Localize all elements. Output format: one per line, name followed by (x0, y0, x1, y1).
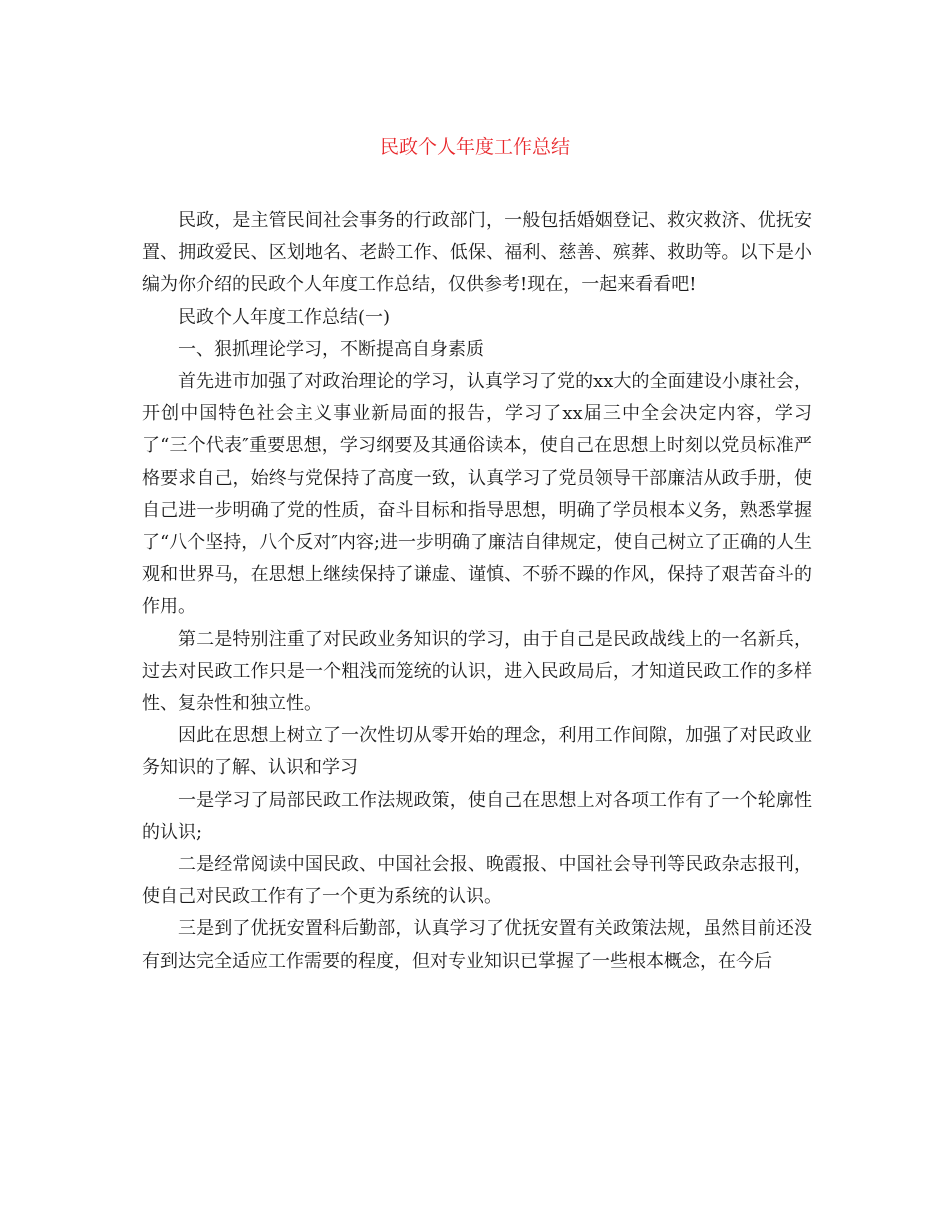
paragraph-point-three: 三是到了优抚安置科后勤部，认真学习了优抚安置有关政策法规，虽然目前还没有到达完全适应工作需要的程度，但对专业知识已掌握了一些根本概念，在今后 (142, 918, 812, 972)
paragraph-business-study: 第二是特别注重了对民政业务知识的学习，由于自己是民政战线上的一名新兵，过去对民政工作只是一个粗浅而笼统的认识，进入民政局后，才知道民政工作的多样性、复杂性和独立性。 (142, 628, 812, 715)
document-body (142, 205, 812, 978)
paragraph-theory-study: 首先进市加强了对政治理论的学习，认真学习了党的xx大的全面建设小康社会，开创中国特色社会主义事业新局面的报告，学习了xx届三中全会决定内容，学习了“三个代表″重要思想，学习纲要及其通俗读本，使自己在思想上时刻以党员标准严格要求自己，始终与党保持了高度一致，认真学习了党员领导干部廉洁从政手册，使自己进一步明确了党的性质，奋斗目标和指导思想，明确了学员根本义务，熟悉掌握了“八个坚持，八个反对″内容;进一步明确了廉洁自律规定，使自己树立了正确的人生观和世界马，在思想上继续保持了谦虚、谨慎、不骄不躁的作风，保持了艰苦奋斗的作用。 (142, 371, 812, 618)
paragraph-point-one: 一是学习了局部民政工作法规政策，使自己在思想上对各项工作有了一个轮廓性的认识; (142, 789, 812, 843)
paragraph-intro: 民政，是主管民间社会事务的行政部门，一般包括婚姻登记、救灾救济、优抚安置、拥政爱民、区划地名、老龄工作、低保、福利、慈善、殡葬、救助等。以下是小编为你介绍的民政个人年度工作总结，仅供参考!现在，一起来看看吧! (142, 210, 812, 296)
paragraph-from-zero: 因此在思想上树立了一次性切从零开始的理念，利用工作间隙，加强了对民政业务知识的了解、认识和学习 (142, 725, 812, 779)
paragraph-subheading: 一、狠抓理论学习，不断提高自身素质 (178, 338, 484, 360)
paragraph-section-heading: 民政个人年度工作总结(一) (178, 306, 391, 328)
document-title: 民政个人年度工作总结 (379, 136, 570, 158)
paragraph-point-two: 二是经常阅读中国民政、中国社会报、晚霞报、中国社会导刊等民政杂志报刊，使自己对民政工作有了一个更为系统的认识。 (142, 854, 812, 908)
